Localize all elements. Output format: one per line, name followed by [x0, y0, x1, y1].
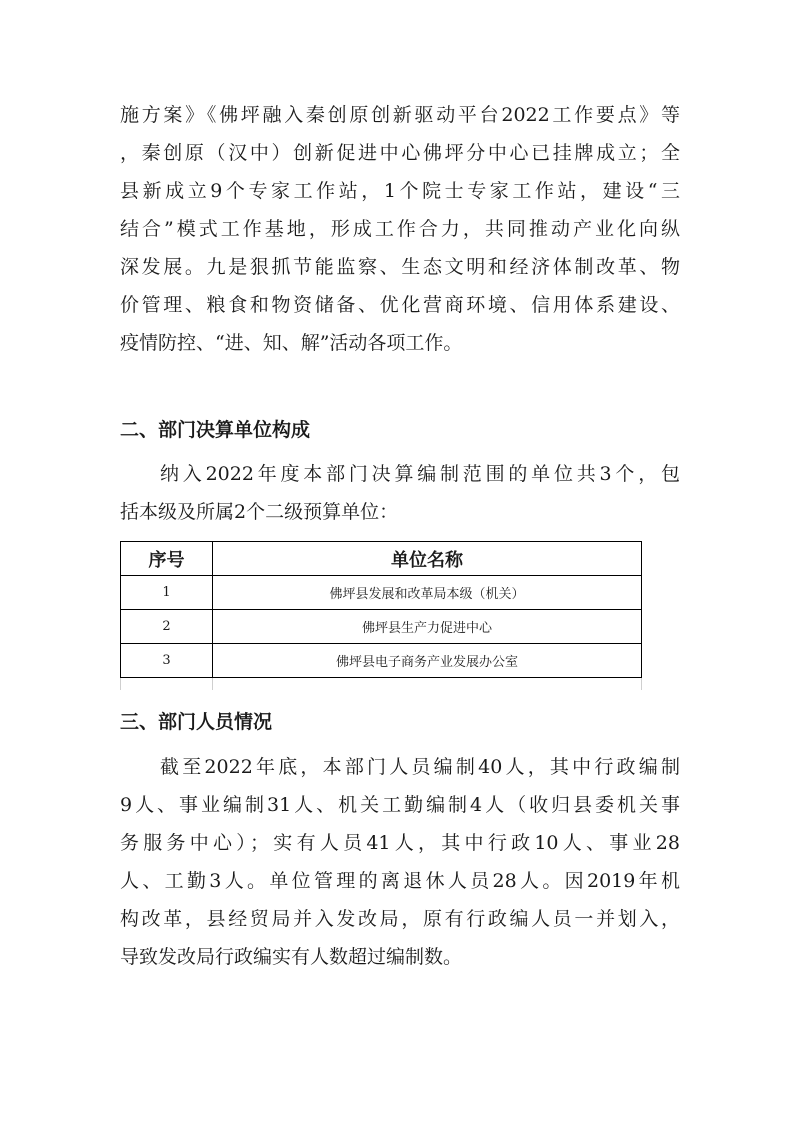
section-3-line-3: 务服务中心）；实有人员41人，其中行政10人、事业28 — [120, 832, 680, 854]
table-header-row — [121, 542, 642, 576]
intro-paragraph — [120, 96, 680, 362]
section-2-line-2: 括本级及所属2个二级预算单位： — [120, 501, 399, 523]
header-unit-name: 单位名称 — [213, 542, 642, 576]
table-blank-row — [121, 678, 642, 691]
table-row — [121, 610, 642, 644]
row-1-serial: 1 — [121, 576, 213, 610]
intro-line-3: 县新成立9个专家工作站，1个院士专家工作站，建设“三 — [120, 180, 680, 202]
table-row — [121, 576, 642, 610]
blank-cell — [121, 678, 213, 691]
row-2-unit-name: 佛坪县生产力促进中心 — [213, 610, 642, 644]
intro-line-7: 疫情防控、“进、知、解”活动各项工作。 — [120, 332, 463, 354]
section-3-line-1: 截至2022年底，本部门人员编制40人，其中行政编制 — [160, 756, 680, 778]
row-3-unit-name: 佛坪县电子商务产业发展办公室 — [213, 644, 642, 678]
section-3-paragraph — [120, 748, 680, 976]
section-2-heading: 二、部门决算单位构成 — [120, 419, 311, 441]
intro-line-1: 施方案》《佛坪融入秦创原创新驱动平台2022工作要点》等 — [120, 104, 680, 126]
section-2-paragraph — [120, 455, 680, 531]
intro-line-6: 价管理、粮食和物资储备、优化营商环境、信用体系建设、 — [120, 294, 680, 316]
unit-table — [120, 541, 642, 690]
section-3-line-5: 构改革，县经贸局并入发改局，原有行政编人员一并划入， — [120, 908, 680, 930]
row-2-serial: 2 — [121, 610, 213, 644]
intro-line-2: ，秦创原（汉中）创新促进中心佛坪分中心已挂牌成立；全 — [120, 142, 680, 164]
section-3-line-4: 人、工勤3人。单位管理的离退休人员28人。因2019年机 — [120, 870, 680, 892]
section-3-line-6: 导致发改局行政编实有人数超过编制数。 — [120, 946, 463, 968]
blank-cell — [213, 678, 642, 691]
row-1-unit-name: 佛坪县发展和改革局本级（机关） — [213, 576, 642, 610]
section-2-line-1: 纳入2022年度本部门决算编制范围的单位共3个，包 — [160, 463, 680, 485]
header-serial-number: 序号 — [121, 542, 213, 576]
section-3-line-2: 9人、事业编制31人、机关工勤编制4人（收归县委机关事 — [120, 794, 680, 816]
intro-line-5: 深发展。九是狠抓节能监察、生态文明和经济体制改革、物 — [120, 256, 680, 278]
intro-line-4: 结合”模式工作基地，形成工作合力，共同推动产业化向纵 — [120, 218, 680, 240]
table-row — [121, 644, 642, 678]
section-3-heading: 三、部门人员情况 — [120, 711, 273, 733]
row-3-serial: 3 — [121, 644, 213, 678]
